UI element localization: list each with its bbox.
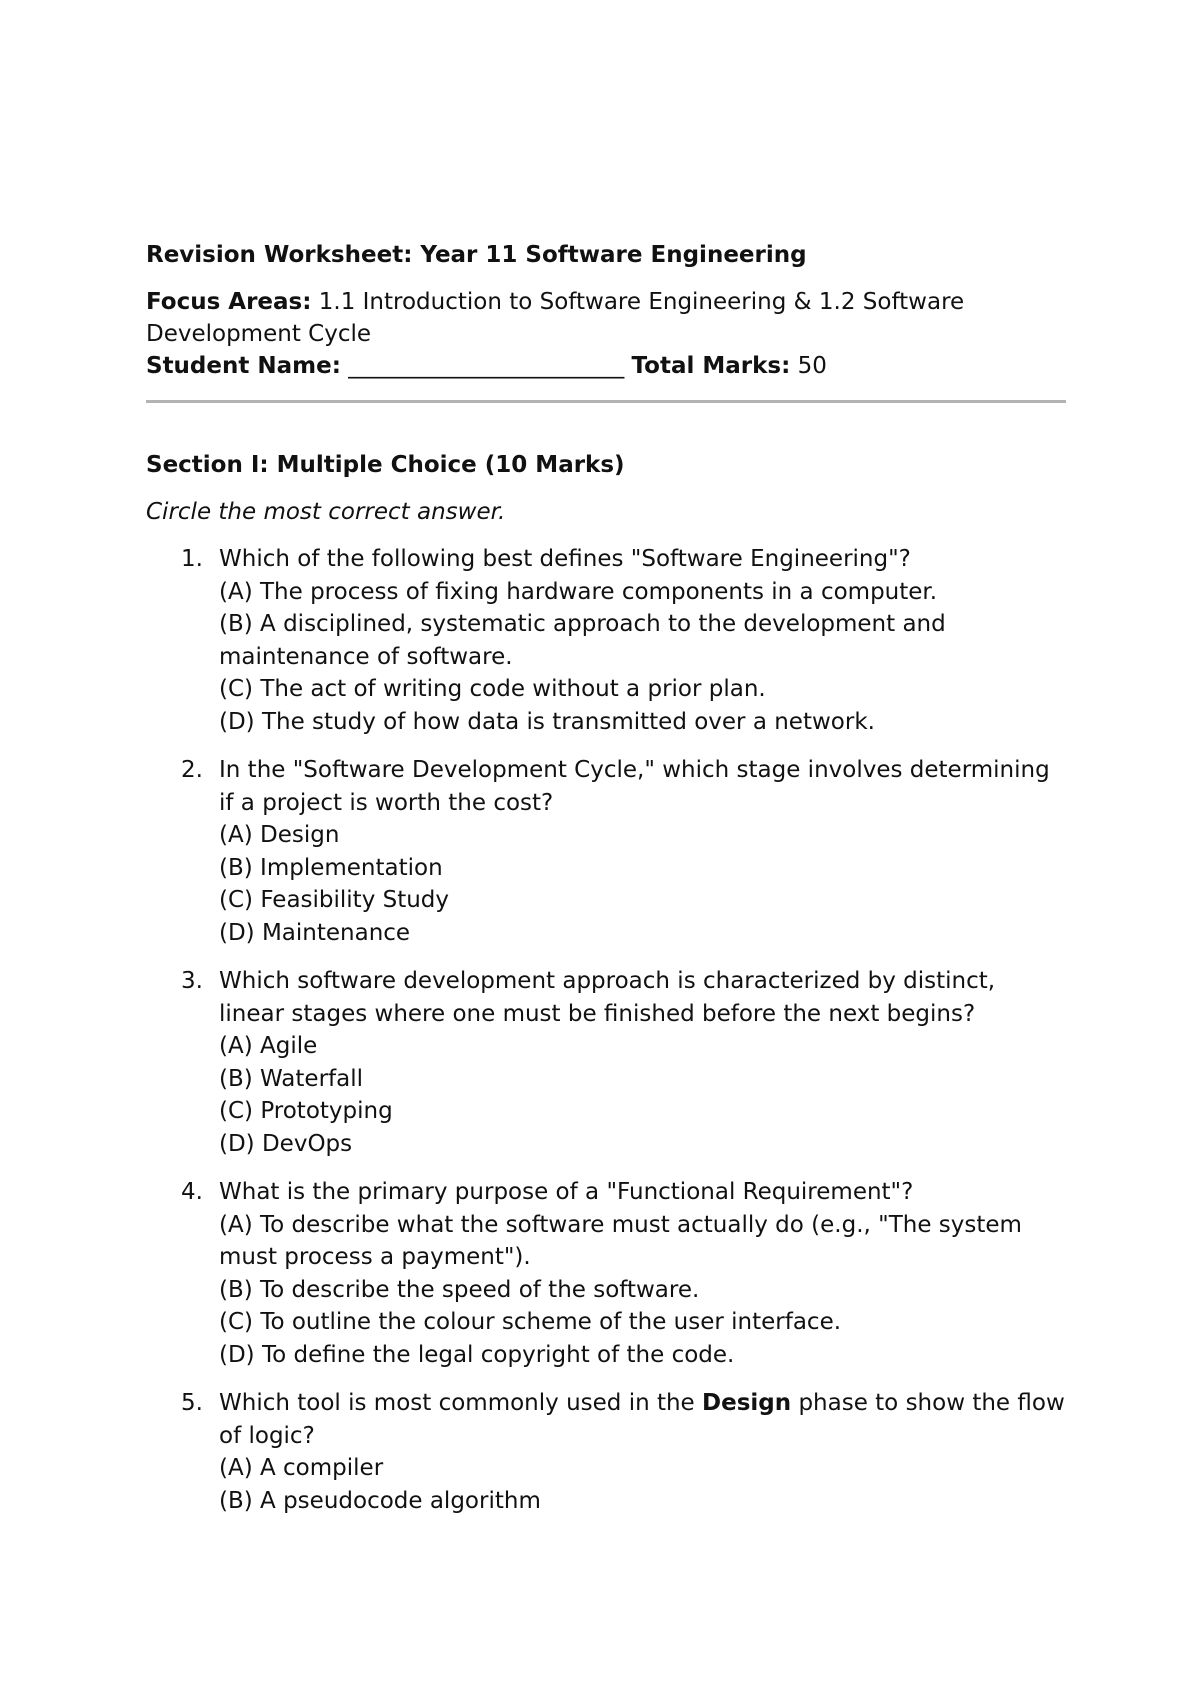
section-instructions: Circle the most correct answer. [146,499,506,525]
question-number: 2. [181,757,203,783]
option-d[interactable]: (D) To define the legal copyright of the code. [219,1341,735,1368]
question-text-end: phase to show the flow of logic? [219,1390,1065,1449]
option-a[interactable]: (A) Agile [219,1033,318,1059]
question-text [219,1390,1065,1449]
worksheet-page [146,239,1066,1533]
option-a[interactable]: (A) A compiler [219,1455,384,1481]
option-d[interactable]: (D) The study of how data is transmitted over a network. [219,708,875,735]
question-number: 5. [181,1390,203,1416]
question-list [146,543,1066,1517]
option-c[interactable]: (C) Prototyping [219,1098,393,1124]
question-text-emphasis: Design [702,1390,792,1416]
student-name-label: Student Name: [146,353,341,379]
option-b[interactable]: (B) Implementation [219,854,443,881]
option-d[interactable]: (D) Maintenance [219,919,411,946]
worksheet-title: Revision Worksheet: Year 11 Software Engineering [146,242,807,268]
question-4 [146,1176,1066,1371]
total-marks-value: 50 [790,353,827,379]
question-text: Which software development approach is characterized by distinct, linear stages where one must be finished before the next begins? [219,968,996,1027]
question-5 [146,1387,1066,1517]
option-a[interactable]: (A) The process of fixing hardware components in a computer. [219,578,938,605]
question-number: 3. [181,968,203,994]
focus-areas-label: Focus Areas: [146,289,312,315]
total-marks-label: Total Marks: [631,353,791,379]
option-b[interactable]: (B) A pseudocode algorithm [219,1487,541,1514]
question-2 [146,754,1066,949]
option-a[interactable]: (A) Design [219,822,340,848]
question-1 [146,543,1066,738]
question-number: 1. [181,546,203,572]
horizontal-divider [146,400,1066,403]
option-c[interactable]: (C) To outline the colour scheme of the user interface. [219,1309,842,1335]
option-c[interactable]: (C) The act of writing code without a prior plan. [219,676,766,702]
student-name-blank[interactable]: ________________________ [340,353,632,379]
option-b[interactable]: (B) To describe the speed of the software. [219,1276,700,1303]
student-info-line [146,350,1066,382]
question-text: Which of the following best defines "Software Engineering"? [219,546,911,572]
question-number: 4. [181,1179,203,1205]
section-title: Section I: Multiple Choice (10 Marks) [146,452,625,478]
option-c[interactable]: (C) Feasibility Study [219,887,450,913]
question-text: What is the primary purpose of a "Functional Requirement"? [219,1179,914,1205]
question-text-start: Which tool is most commonly used in the [219,1390,703,1416]
option-b[interactable]: (B) Waterfall [219,1065,363,1092]
question-3 [146,965,1066,1160]
option-b[interactable]: (B) A disciplined, systematic approach to the development and maintenance of software. [219,611,946,670]
question-text: In the "Software Development Cycle," which stage involves determining if a project is worth the cost? [219,757,1050,816]
option-d[interactable]: (D) DevOps [219,1130,353,1157]
option-a[interactable]: (A) To describe what the software must actually do (e.g., "The system must process a payment"). [219,1211,1022,1270]
focus-areas-value: 1.1 Introduction to Software Engineering & 1.2 Software Development Cycle [146,289,965,347]
focus-areas [146,286,1066,350]
